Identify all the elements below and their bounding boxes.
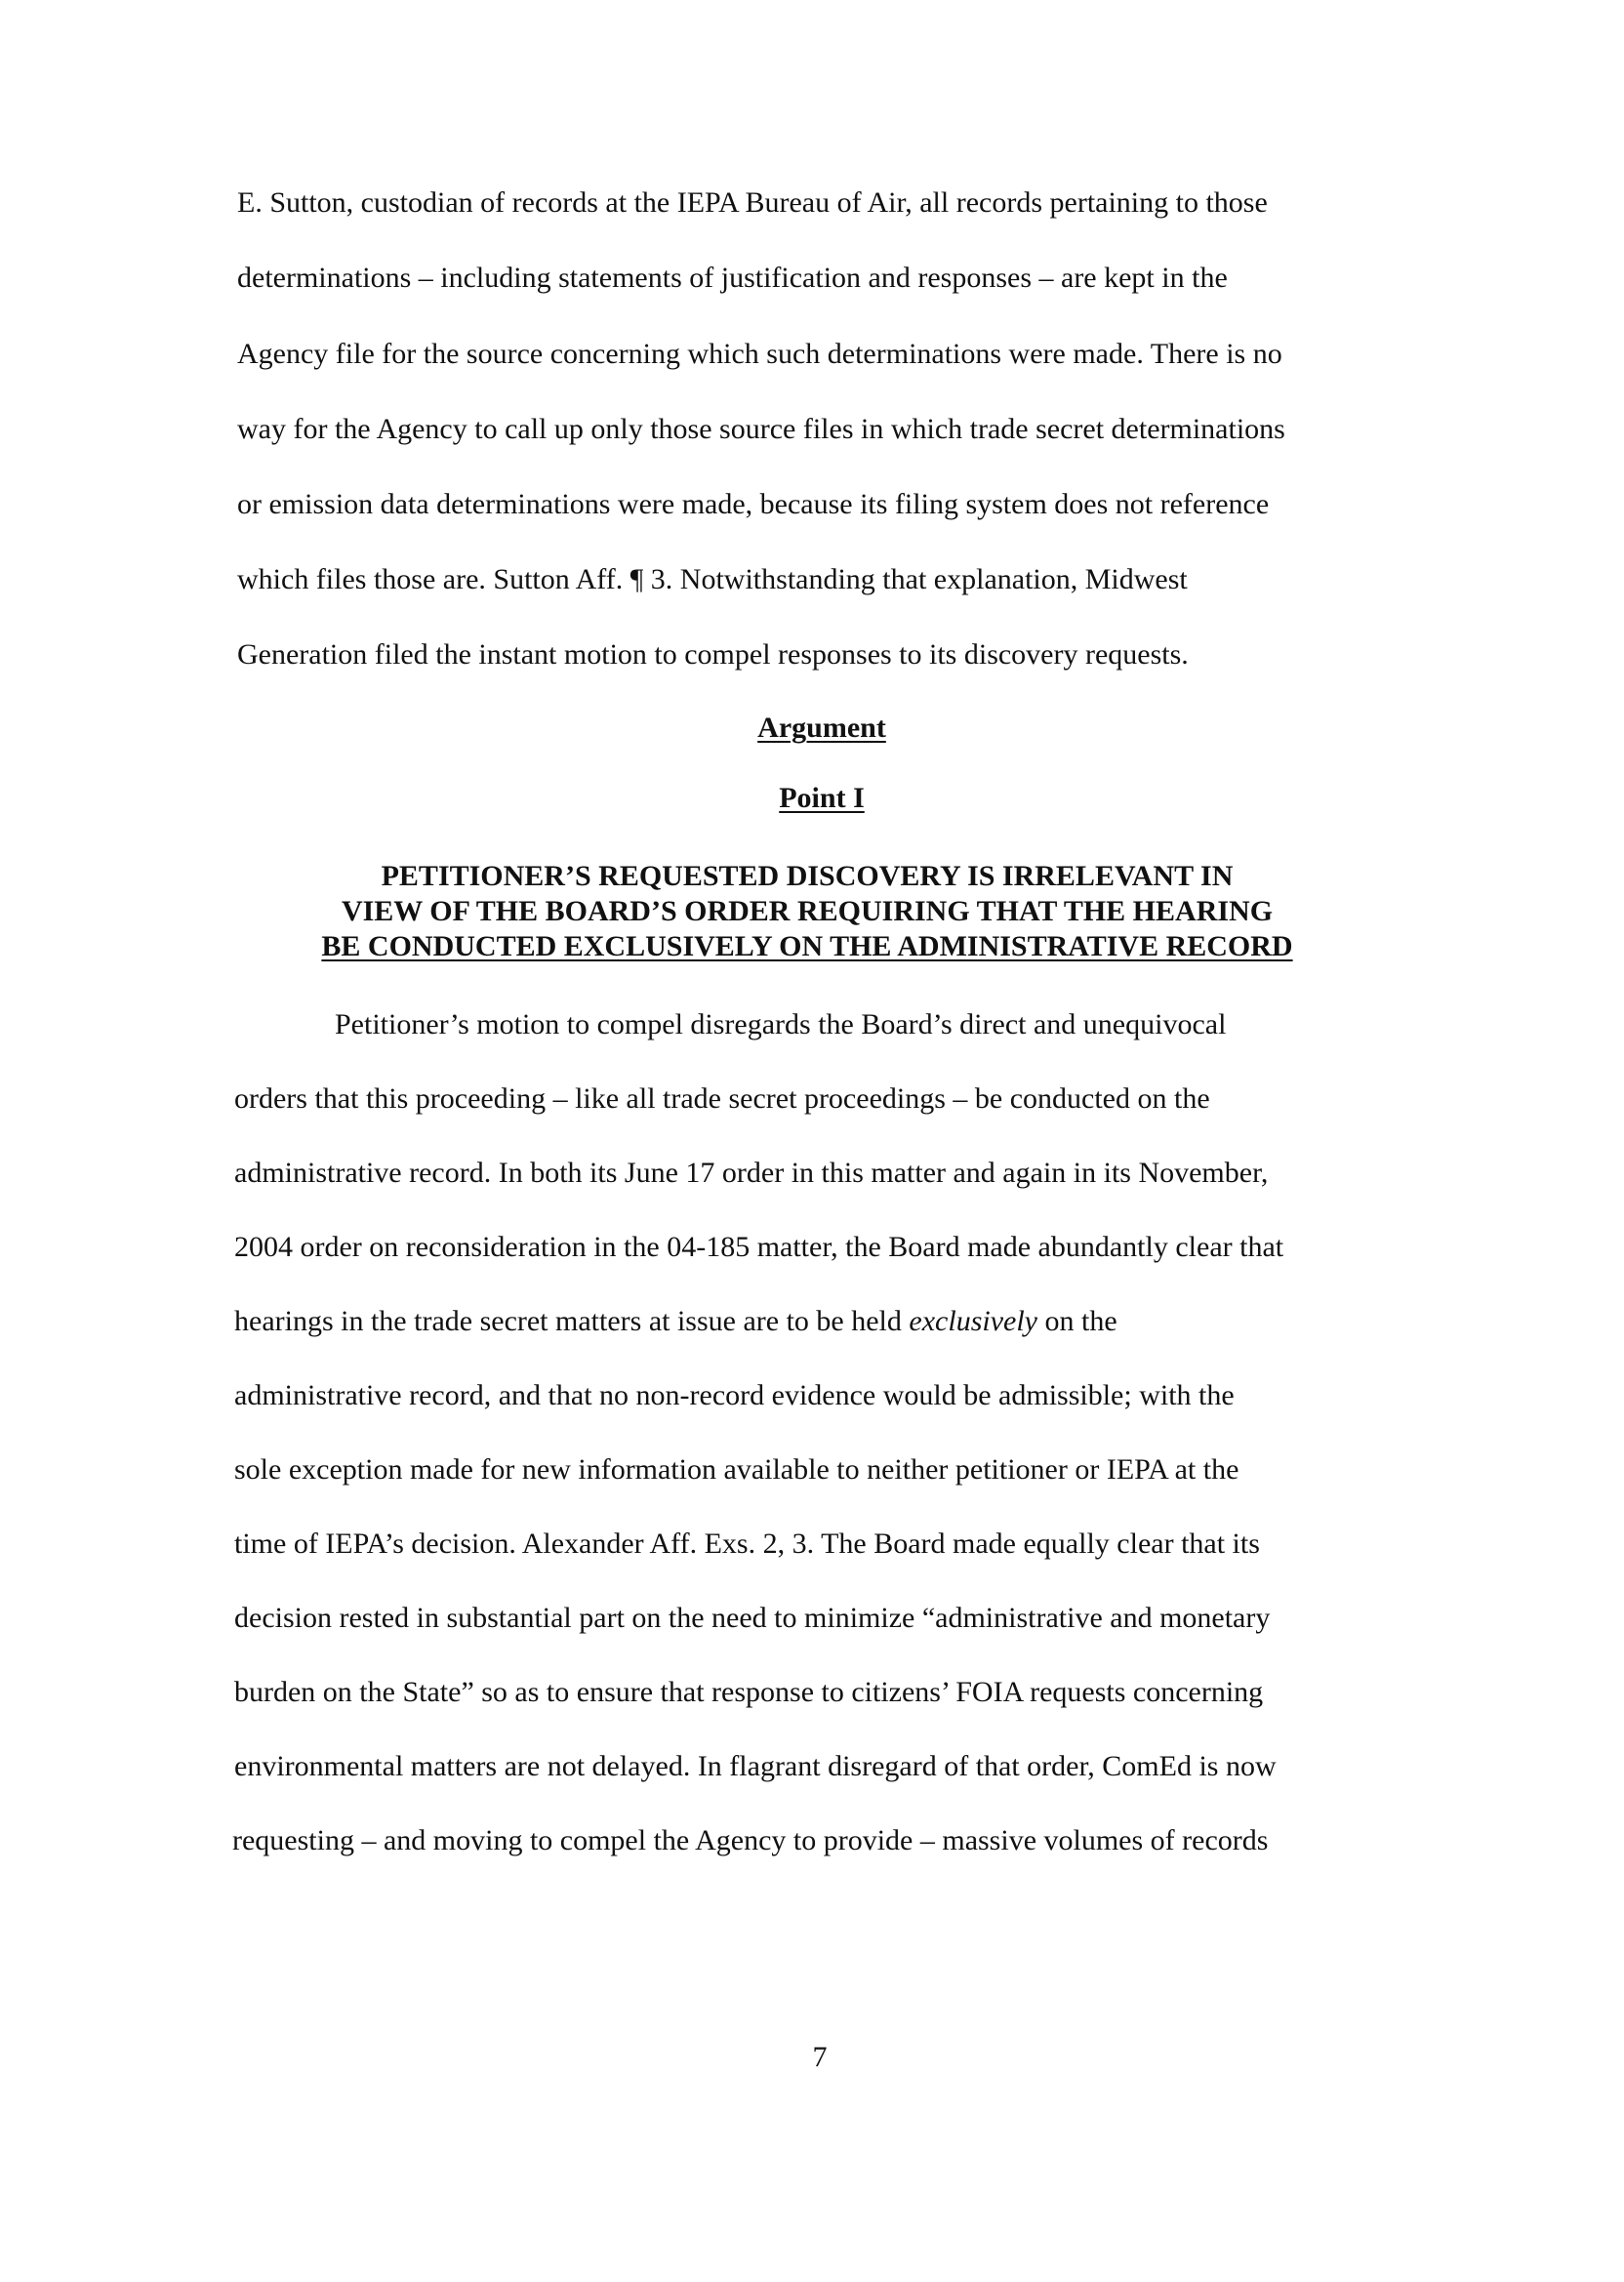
emphasis-exclusively: exclusively <box>909 1305 1037 1337</box>
paragraph1-line: determinations – including statements of justification and responses – are kept in the <box>237 262 1228 294</box>
point-title-line: VIEW OF THE BOARD’S ORDER REQUIRING THAT THE HEARING <box>341 895 1274 927</box>
paragraph2-line: sole exception made for new information available to neither petitioner or IEPA at the <box>234 1453 1239 1486</box>
paragraph2-line: requesting – and moving to compel the Agency to provide – massive volumes of records <box>232 1824 1269 1856</box>
point-title <box>0 859 1619 964</box>
point-title-line: BE CONDUCTED EXCLUSIVELY ON THE ADMINISTRATIVE RECORD <box>321 930 1293 962</box>
paragraph2-line: time of IEPA’s decision. Alexander Aff. Exs. 2, 3. The Board made equally clear that its <box>234 1528 1260 1560</box>
paragraph1-line: or emission data determinations were made, because its filing system does not reference <box>237 488 1270 520</box>
paragraph1-line: Agency file for the source concerning which such determinations were made. There is no <box>237 338 1282 370</box>
paragraph2-line: burden on the State” so as to ensure that response to citizens’ FOIA requests concerning <box>234 1676 1264 1708</box>
paragraph2-line5-end: on the <box>1036 1305 1117 1337</box>
paragraph2-line: decision rested in substantial part on the need to minimize “administrative and monetary <box>234 1602 1271 1634</box>
paragraph1-line: which files those are. Sutton Aff. ¶ 3. Notwithstanding that explanation, Midwest <box>237 563 1188 595</box>
paragraph2-line: Petitioner’s motion to compel disregards the Board’s direct and unequivocal <box>335 1008 1227 1040</box>
paragraph1-line: Generation filed the instant motion to compel responses to its discovery requests. <box>237 638 1189 671</box>
paragraph2-line: environmental matters are not delayed. In flagrant disregard of that order, ComEd is now <box>234 1750 1277 1782</box>
paragraph1-line: way for the Agency to call up only those source files in which trade secret determinations <box>237 413 1285 445</box>
point-heading <box>10 781 1624 816</box>
paragraph2-line <box>234 1302 1117 1341</box>
paragraph2-line: orders that this proceeding – like all trade secret proceedings – be conducted on the <box>234 1082 1210 1115</box>
page-number: 7 <box>812 2041 828 2073</box>
argument-heading <box>10 711 1624 746</box>
point-title-line: PETITIONER’S REQUESTED DISCOVERY IS IRRELEVANT IN <box>381 860 1234 892</box>
paragraph2-line5-start: hearings in the trade secret matters at issue are to be held <box>234 1305 910 1337</box>
argument-heading-text: Argument <box>757 712 886 744</box>
paragraph2-line: 2004 order on reconsideration in the 04-185 matter, the Board made abundantly clear that <box>234 1231 1284 1263</box>
point-heading-text: Point I <box>779 782 865 814</box>
point-title-line-underlined-wrap <box>0 929 1619 964</box>
paragraph1-line: E. Sutton, custodian of records at the IEPA Bureau of Air, all records pertaining to those <box>237 186 1268 219</box>
paragraph2-line: administrative record. In both its June 17 order in this matter and again in its November, <box>234 1157 1269 1189</box>
paragraph2-line: administrative record, and that no non-record evidence would be admissible; with the <box>234 1379 1235 1411</box>
